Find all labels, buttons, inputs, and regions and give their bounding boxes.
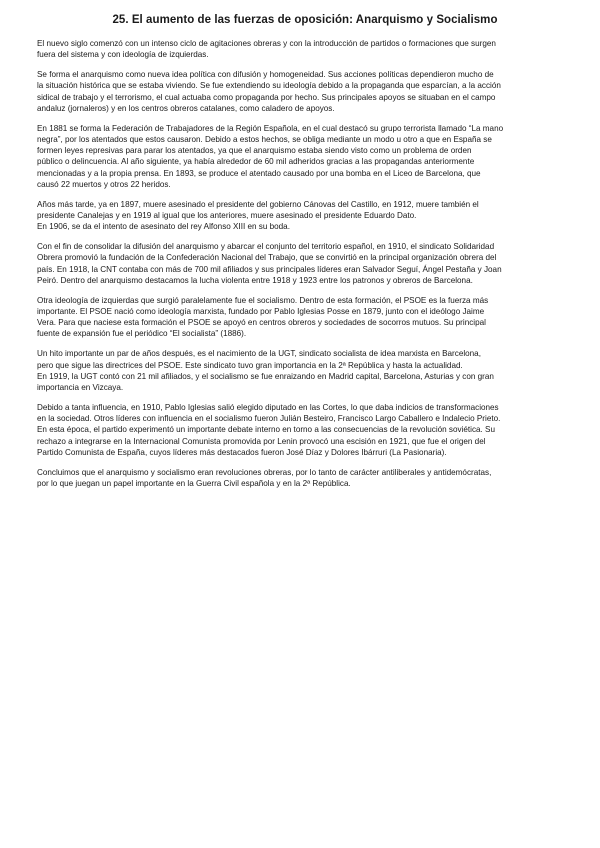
text-line: importancia en Vizcaya. [37,383,124,393]
body-paragraph [37,467,573,490]
body-paragraph [37,348,573,393]
text-line: importante. El PSOE nació como ideología marxista, fundado por Pablo Iglesias Posse en 1879, junto con el ideólogo Jaime [37,306,485,316]
text-line: Con el fin de consolidar la difusión del anarquismo y abarcar el conjunto del territorio español, en 1910, el sindicato Solidaridad [37,242,495,252]
text-line: Partido Comunista de España, cuyos líderes más destacados fueron José Díaz y Dolores Ibárruri (La Pasionaria). [37,447,447,457]
text-line: En 1906, se da el intento de asesinato del rey Alfonso XIII en su boda. [37,222,290,232]
text-line: en la sociedad. Otros líderes con influencia en el socialismo fueron Julián Besteiro, Francisco Largo Caballero e Indalecio Prieto. [37,414,501,424]
document-page [37,14,573,498]
text-line: Se forma el anarquismo como nueva idea política con difusión y homogeneidad. Sus acciones políticas dependieron mucho de [37,70,494,80]
text-line: En 1919, la UGT contó con 21 mil afiliados, y el socialismo se fue enraizando en Madrid capital, Barcelona, Asturias y con gran [37,371,494,381]
text-line: causó 22 muertos y otros 22 heridos. [37,179,171,189]
body-paragraph [37,69,573,114]
body-paragraph [37,123,573,191]
text-line: Otra ideología de izquierdas que surgió paralelamente fue el socialismo. Dentro de esta formación, el PSOE es la fuerza más [37,295,489,305]
document-body [37,38,573,489]
body-paragraph [37,402,573,458]
text-line: rechazo a integrarse en la Internacional Comunista promovida por Lenin provocó una escisión en 1921, que fue el origen del [37,436,486,446]
text-line: pero que sigue las directrices del PSOE. Este sindicato tuvo gran importancia en la 2ª República y hasta la actualidad. [37,360,463,370]
body-paragraph [37,241,573,286]
text-line: por lo que juegan un papel importante en la Guerra Civil española y en la 2ª República. [37,479,351,488]
text-line: Vera. Para que naciese esta formación el PSOE se apoyó en centros obreros y sociedades de socorros mutuos. Su principal [37,318,486,328]
text-line: Un hito importante un par de años después, es el nacimiento de la UGT, sindicato socialista de idea marxista en Barcelona, [37,349,481,359]
text-line: mencionadas y a la propia prensa. En 1893, se produce el atentado causado por una bomba en el Liceo de Barcelona, que [37,168,481,178]
text-line: fuera del sistema y con ideología de izquierdas. [37,50,209,60]
text-line: sidical de trabajo y el terrorismo, el cual actuaba como propaganda por hecho. Sus principales apoyos se situaban en el campo [37,92,496,102]
body-paragraph [37,295,573,340]
text-line: Años más tarde, ya en 1897, muere asesinado el presidente del gobierno Cánovas del Castillo, en 1912, muere también el [37,199,479,209]
text-line: público o delincuencia. Al año siguiente, ya había alrededor de 60 mil adheridos gracias a las propagandas anteriormente [37,157,475,167]
body-paragraph [37,38,573,61]
page-title: 25. El aumento de las fuerzas de oposición: Anarquismo y Socialismo [112,14,498,26]
text-line: país. En 1918, la CNT contaba con más de 700 mil afiliados y sus principales líderes eran Salvador Seguí, Ángel Pestaña y Joan [37,264,502,274]
text-line: En esta época, el partido experimentó un importante debate interno en torno a las consecuencias de la revolución soviética. Su [37,425,495,435]
text-line: negra”, por los atentados que estos causaron. Debido a estos hechos, se obliga mediante un modo u otro a que en España se [37,134,492,144]
text-line: andaluz (jornaleros) y en los centros obreros catalanes, como caladero de apoyos. [37,103,335,113]
text-line: Debido a tanta influencia, en 1910, Pablo Iglesias salió elegido diputado en las Cortes, lo que daba indicios de transformaciones [37,402,499,412]
text-line: El nuevo siglo comenzó con un intenso ciclo de agitaciones obreras y con la introducción de partidos o formaciones que surgen [37,39,496,48]
text-line: fuente de expansión fue el periódico “El socialista” (1886). [37,329,247,339]
text-line: Peiró. Dentro del anarquismo destacamos la lucha violenta entre 1918 y 1923 entre los patronos y obreros de Barcelona. [37,275,473,285]
body-paragraph [37,199,573,233]
text-line: formen leyes represivas para parar los atentados, ya que el anarquismo estaba siendo visto como un problema de orden [37,146,472,156]
text-line: la situación histórica que se estaba viviendo. Se fue extendiendo su ideología debido a la propaganda que esparcían, a la acción [37,81,501,91]
text-line: presidente Canalejas y en 1919 al igual que los anteriores, muere asesinado el presidente Eduardo Dato. [37,211,417,221]
text-line: Concluimos que el anarquismo y socialismo eran revoluciones obreras, por lo tanto de carácter antiliberales y antidemócratas, [37,467,492,477]
text-line: Obrera promovió la fundación de la Confederación Nacional del Trabajo, que se convirtió en la principal organización obrera del [37,253,497,263]
text-line: En 1881 se forma la Federación de Trabajadores de la Región Española, en el cual destacó su grupo terrorista llamado “La mano [37,123,504,133]
